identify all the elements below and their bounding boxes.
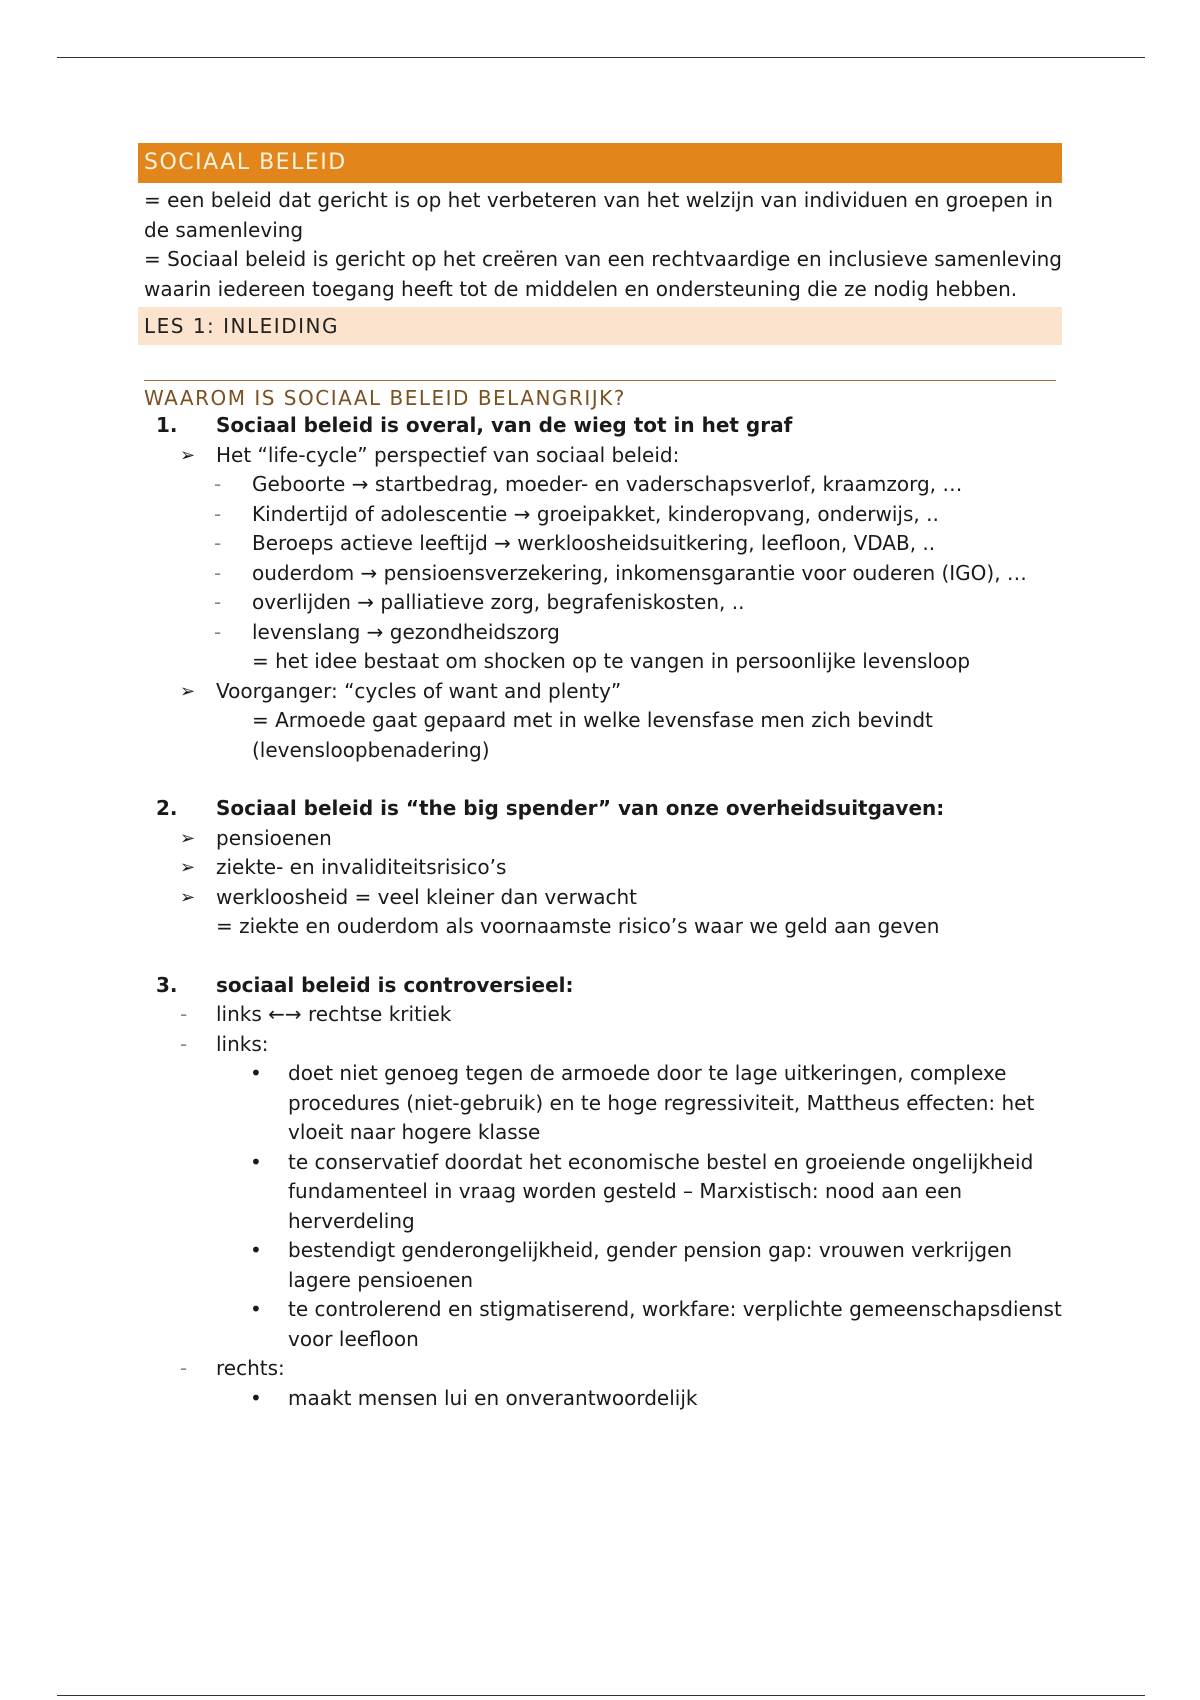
dash-list-item xyxy=(138,1000,1062,1030)
dash-bullet-icon: - xyxy=(214,472,222,496)
list-item-text: Voorganger: “cycles of want and plenty” xyxy=(216,678,622,703)
arrow-list-item xyxy=(138,824,1062,854)
dash-list-item xyxy=(138,470,1062,500)
dash-bullet-icon: - xyxy=(214,560,222,585)
bullet-list-item xyxy=(138,1059,1062,1148)
arrow-bullet-icon: ➢ xyxy=(180,827,196,849)
document-body xyxy=(138,143,1062,1413)
dot-bullet-icon: • xyxy=(250,1238,262,1262)
arrow-bullet-icon: ➢ xyxy=(180,886,196,908)
list-item-text: Het “life-cycle” perspectief van sociaal beleid: xyxy=(216,442,680,467)
list-item-text: overlijden → palliatieve zorg, begrafeniskosten, .. xyxy=(252,590,745,614)
list-item-text: Beroeps actieve leeftijd → werkloosheidsuitkering, leefloon, VDAB, .. xyxy=(252,531,936,555)
footer-rule xyxy=(57,1695,1145,1696)
bullet-list-item xyxy=(138,1148,1062,1237)
point-1-heading xyxy=(138,411,1062,441)
dot-bullet-icon: • xyxy=(250,1297,262,1321)
arrow-list-item xyxy=(138,441,1062,471)
list-item-text: Geboorte → startbedrag, moeder- en vaderschapsverlof, kraamzorg, … xyxy=(252,472,963,496)
point-title: sociaal beleid is controversieel: xyxy=(216,972,574,997)
list-item-text: rechts: xyxy=(216,1356,285,1380)
arrow-list-item xyxy=(138,883,1062,913)
intro-block xyxy=(138,186,1062,304)
dash-bullet-icon: - xyxy=(180,1002,188,1026)
dash-bullet-icon: - xyxy=(180,1031,188,1056)
note-text: = het idee bestaat om shocken op te vangen in persoonlijke levensloop xyxy=(252,649,971,673)
point-number: 3. xyxy=(156,972,178,997)
arrow-list-item xyxy=(138,677,1062,707)
arrow-list-item xyxy=(138,853,1062,883)
list-item-text: werkloosheid = veel kleiner dan verwacht xyxy=(216,884,638,909)
note-text: = ziekte en ouderdom als voornaamste risico’s waar we geld aan geven xyxy=(216,914,940,938)
arrow-bullet-icon: ➢ xyxy=(180,680,196,702)
point-title: Sociaal beleid is overal, van de wieg tot in het graf xyxy=(216,413,793,437)
dash-list-item xyxy=(138,618,1062,648)
header-rule xyxy=(57,57,1145,58)
list-item-text: ziekte- en invaliditeitsrisico’s xyxy=(216,855,507,879)
list-item-text: Kindertijd of adolescentie → groeipakket, kinderopvang, onderwijs, .. xyxy=(252,501,939,526)
bullet-list-item xyxy=(138,1384,1062,1414)
point-number: 2. xyxy=(156,796,178,820)
bullet-list-item xyxy=(138,1236,1062,1295)
list-item-text: levenslang → gezondheidszorg xyxy=(252,619,560,644)
intro-explanation: = Sociaal beleid is gericht op het creëren van een rechtvaardige en inclusieve samenleving waarin iedereen toegang heeft tot de middelen en ondersteuning die ze nodig hebben. xyxy=(144,247,1062,301)
list-item-text: doet niet genoeg tegen de armoede door te lage uitkeringen, complexe procedures (niet-gebruik) en te hoge regressiviteit, Mattheus effecten: het vloeit naar hogere klasse xyxy=(288,1061,1035,1144)
list-item-text: te controlerend en stigmatiserend, workfare: verplichte gemeenschapsdienst voor leefloon xyxy=(288,1297,1062,1351)
dash-bullet-icon: - xyxy=(214,501,222,526)
point-title: Sociaal beleid is “the big spender” van onze overheidsuitgaven: xyxy=(216,796,945,820)
dot-bullet-icon: • xyxy=(250,1149,262,1174)
dash-list-item xyxy=(138,588,1062,618)
list-item-text: bestendigt genderongelijkheid, gender pension gap: vrouwen verkrijgen lagere pensioenen xyxy=(288,1238,1013,1292)
arrow-bullet-icon: ➢ xyxy=(180,857,196,878)
list-item-text: maakt mensen lui en onverantwoordelijk xyxy=(288,1385,698,1410)
list-item-text: ouderdom → pensioensverzekering, inkomensgarantie voor ouderen (IGO), … xyxy=(252,560,1027,585)
point-3-heading xyxy=(138,971,1062,1001)
document-title: SOCIAAL BELEID xyxy=(138,143,1062,183)
section-content xyxy=(138,411,1062,1413)
list-item-text: links ←→ rechtse kritiek xyxy=(216,1002,452,1026)
dash-list-item xyxy=(138,500,1062,530)
dash-bullet-icon: - xyxy=(180,1356,188,1380)
dash-bullet-icon: - xyxy=(214,590,222,614)
point-2-heading xyxy=(138,794,1062,824)
list-item-text: pensioenen xyxy=(216,825,332,850)
dash-bullet-icon: - xyxy=(214,531,222,555)
section-heading: WAAROM IS SOCIAAL BELEID BELANGRIJK? xyxy=(144,380,1056,411)
dot-bullet-icon: • xyxy=(250,1385,262,1410)
dot-bullet-icon: • xyxy=(250,1061,262,1085)
point-number: 1. xyxy=(156,413,178,437)
dash-list-item xyxy=(138,529,1062,559)
bullet-list-item xyxy=(138,1295,1062,1354)
list-item-text: te conservatief doordat het economische bestel en groeiende ongelijkheid fundamenteel in vraag worden gesteld – Marxistisch: nood aan een herverdeling xyxy=(288,1149,1034,1233)
arrow-bullet-icon: ➢ xyxy=(180,444,196,466)
lesson-heading: LES 1: INLEIDING xyxy=(138,307,1062,345)
intro-definition: = een beleid dat gericht is op het verbeteren van het welzijn van individuen en groepen in de samenleving xyxy=(144,188,1053,242)
dash-list-item xyxy=(138,1354,1062,1384)
note-text: = Armoede gaat gepaard met in welke levensfase men zich bevindt (levensloopbenadering) xyxy=(252,708,933,762)
dash-bullet-icon: - xyxy=(214,619,222,644)
dash-list-item xyxy=(138,1030,1062,1060)
list-item-text: links: xyxy=(216,1031,269,1056)
dash-list-item xyxy=(138,559,1062,589)
